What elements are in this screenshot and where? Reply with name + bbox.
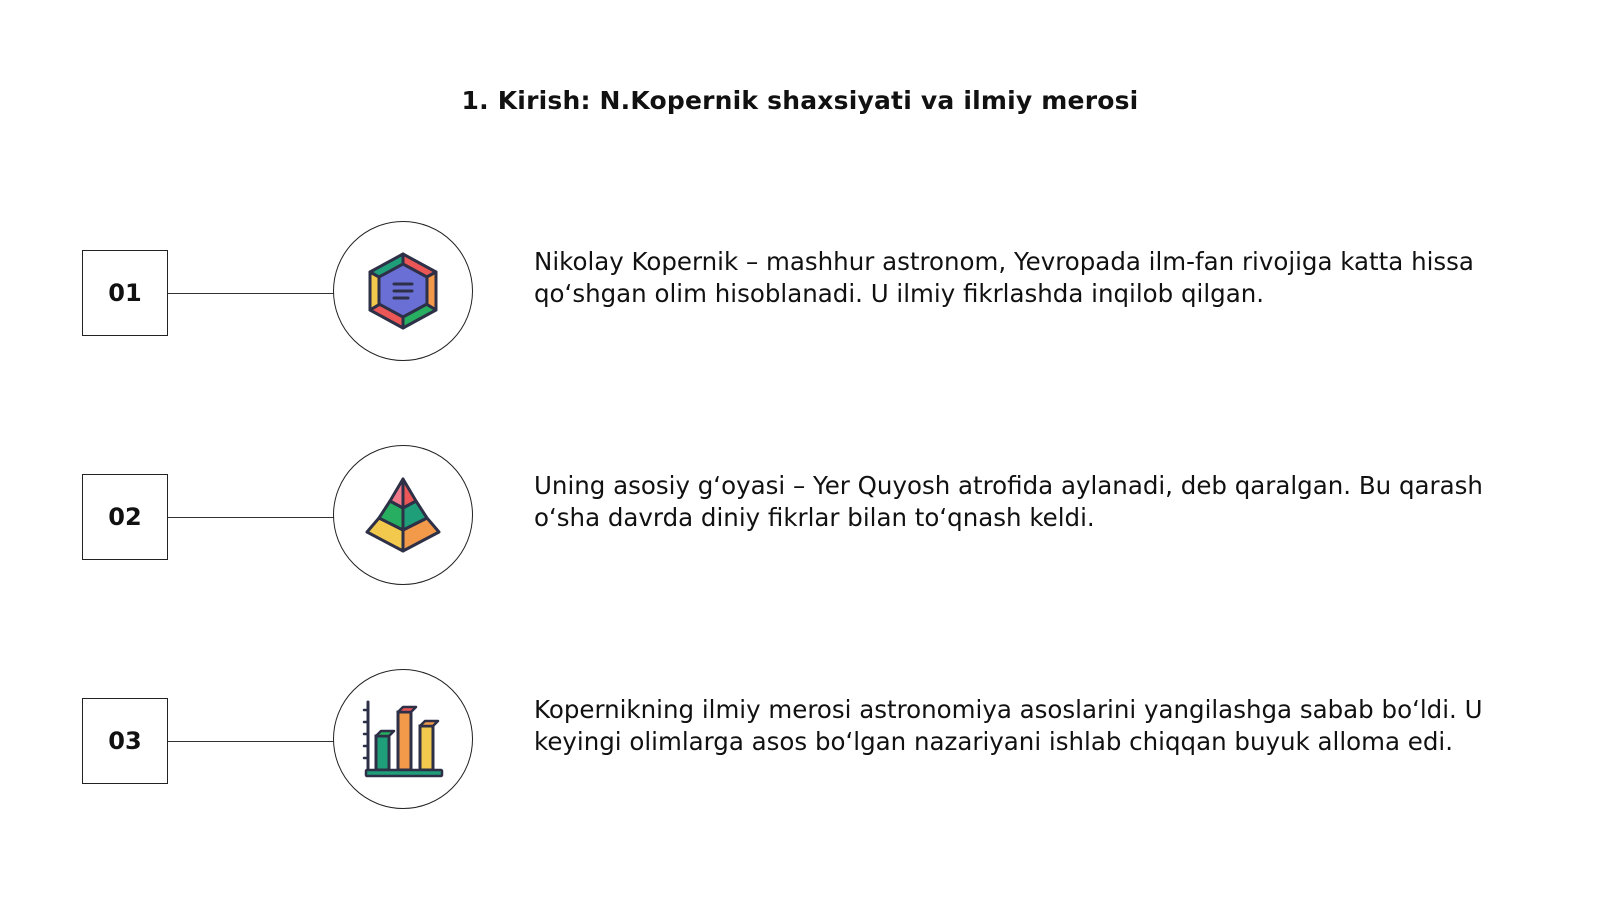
item-number-box: 03: [82, 698, 168, 784]
item-number-box: 02: [82, 474, 168, 560]
icon-circle: [333, 221, 473, 361]
bar-chart-icon: [362, 698, 444, 780]
slide-title: 1. Kirish: N.Kopernik shaxsiyati va ilmiy merosi: [461, 86, 1139, 115]
item-description: Nikolay Kopernik – mashhur astronom, Yevropada ilm-fan rivojiga katta hissa qo‘shgan olim hisoblanadi. U ilmiy fikrlashda inqilob qilgan.: [534, 247, 1474, 308]
item-description: Kopernikning ilmiy merosi astronomiya asoslarini yangilashga sabab bo‘ldi. U keyingi olimlarga asos bo‘lgan nazariyani ishlab chiqqan buyuk alloma edi.: [534, 695, 1483, 756]
connector-line: [168, 741, 334, 742]
icon-circle: [333, 669, 473, 809]
item-description: Uning asosiy g‘oyasi – Yer Quyosh atrofida aylanadi, deb qaralgan. Bu qarash o‘sha davrda diniy fikrlar bilan to‘qnash keldi.: [534, 471, 1483, 532]
list-item: [0, 669, 1600, 809]
pyramid-icon: [363, 475, 443, 555]
list-item: [0, 221, 1600, 361]
item-number-box: 01: [82, 250, 168, 336]
icon-circle: [333, 445, 473, 585]
connector-line: [168, 517, 334, 518]
hexagon-icon: [365, 251, 441, 331]
list-item: [0, 445, 1600, 585]
connector-line: [168, 293, 334, 294]
